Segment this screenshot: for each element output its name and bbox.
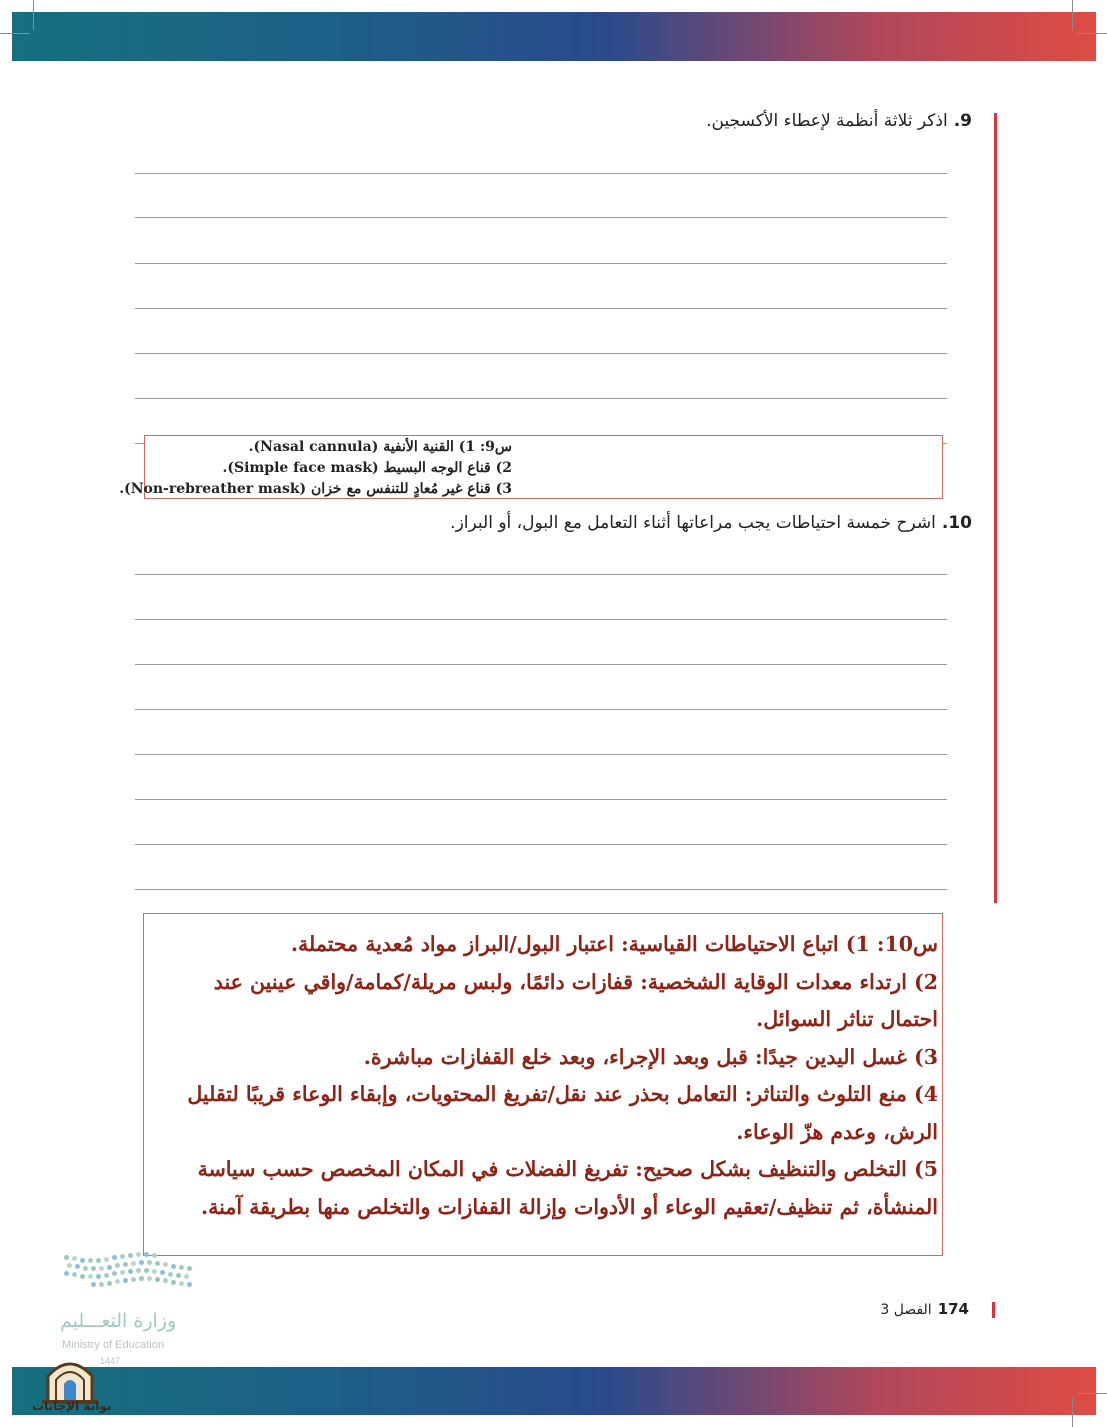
answer-10-item: 3) غسل اليدين جيدًا: قبل وبعد الإجراء، وبعد خلع القفازات مباشرة. [363,1044,938,1069]
answer-10-item: 2) ارتداء معدات الوقاية الشخصية: قفازات دائمًا، ولبس مريلة/كمامة/واقي عينين عند احتمال تناثر السوائل. [213,969,938,1031]
answer-10-box [143,913,943,1256]
answer-10-item: س10: 1) اتباع الاحتياطات القياسية: اعتبار البول/البراز مواد مُعدية محتملة. [290,932,938,956]
ministry-name-ar: وزارة التعـــليم [60,1310,177,1332]
crop-mark [1072,0,1073,30]
page-footer [880,1300,969,1318]
chapter-label: الفصل 3 [880,1302,932,1318]
page-number: 174 [937,1300,969,1318]
answer-9-box [119,435,943,499]
crop-mark [1072,1397,1073,1427]
answer-9-item: س9: 1) القنية الأنفية (Nasal cannula). [248,439,512,455]
answer-9-item: 2) قناع الوجه البسيط (Simple face mask). [222,460,512,476]
footer-band [12,1367,1096,1415]
answer-line [135,217,947,218]
margin-rule [994,113,997,903]
answer-line [135,799,947,800]
header-band [12,12,1096,61]
answer-line [135,398,947,399]
answer-line [135,709,947,710]
answer-line [135,844,947,845]
answer-line [135,308,947,309]
question-9-number: 9. [953,111,972,131]
crop-mark [1077,33,1107,34]
footer-divider [992,1302,995,1318]
answer-9-item: 3) قناع غير مُعادٍ للتنفس مع خزان (Non-rebreather mask). [119,481,512,497]
ministry-name-en: Ministry of Education [62,1339,165,1351]
question-10-text: اشرح خمسة احتياطات يجب مراعاتها أثناء التعامل مع البول، أو البراز. [450,513,936,533]
ministry-year: 1447 [100,1356,121,1366]
question-10 [450,513,972,533]
answer-line [135,263,947,264]
answer-line [135,619,947,620]
answer-10-item: 5) التخلص والتنظيف بشكل صحيح: تفريغ الفضلات في المكان المخصص حسب سياسة المنشأة، ثم تنظيف/تعقيم الوعاء أو الأدوات وإزالة القفازات والتخلص منها بطريقة آمنة. [197,1157,938,1219]
answer-line [135,353,947,354]
answer-line [135,664,947,665]
answer-line [135,173,947,174]
question-9-text: اذكر ثلاثة أنظمة لإعطاء الأكسجين. [706,111,948,131]
answer-10-item: 4) منع التلوث والتناثر: التعامل بحذر عند نقل/تفريغ المحتويات، وإبقاء الوعاء قريبًا لتقليل الرش، وعدم هزّ الوعاء. [187,1082,938,1144]
crop-mark [33,0,34,30]
portal-name: بوابة الإجابات [32,1399,112,1413]
crop-mark [1077,1393,1107,1394]
question-10-number: 10. [941,513,972,533]
answer-line [135,754,947,755]
question-9 [706,111,972,131]
answer-line [135,574,947,575]
crop-mark [0,33,30,34]
answer-line [135,889,947,890]
